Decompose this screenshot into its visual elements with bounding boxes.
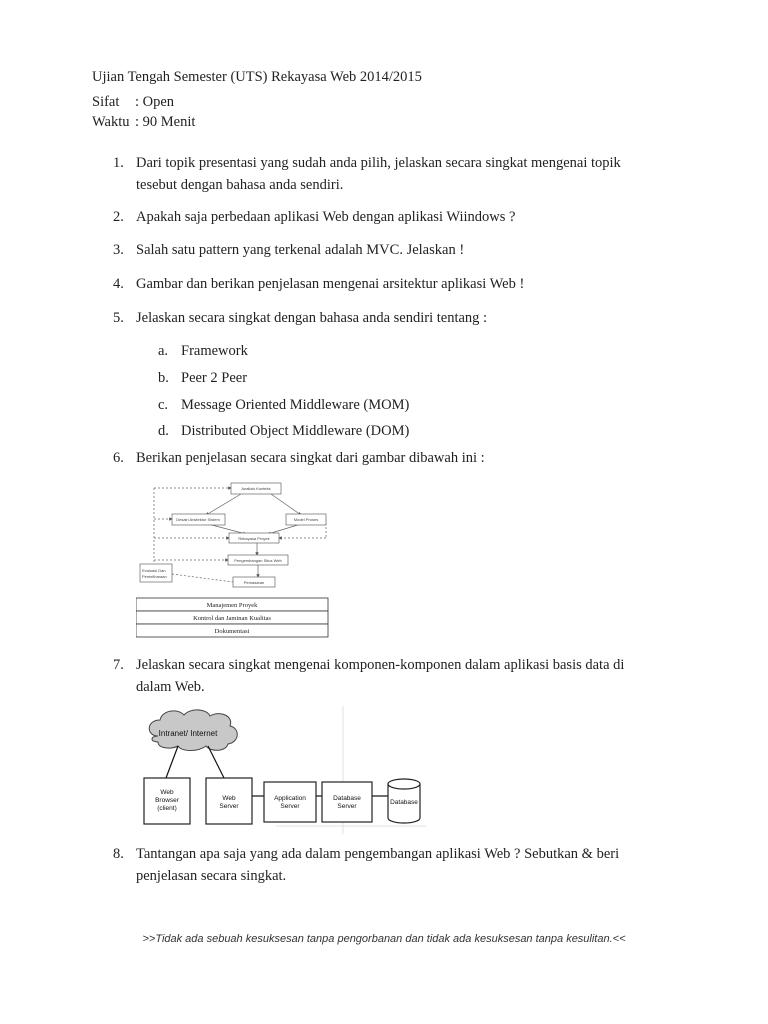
db-server-label: Server xyxy=(337,803,357,810)
question-number: 2. xyxy=(113,209,124,225)
document-title: Ujian Tengah Semester (UTS) Rekayasa Web 2014/2015 xyxy=(92,69,422,85)
node-desain-arsitektur: Desain Arsitektur Sistem xyxy=(176,517,220,522)
question-number: 8. xyxy=(113,846,124,862)
subitem-letter: d. xyxy=(158,423,169,439)
question-number: 1. xyxy=(113,155,124,171)
subitem-letter: b. xyxy=(158,370,169,386)
process-diagram xyxy=(136,478,332,640)
question-4-text: Gambar dan berikan penjelasan mengenai arsitektur aplikasi Web ! xyxy=(136,276,525,292)
node-model-proses: Model Proses xyxy=(293,517,319,522)
web-server-label: Server xyxy=(219,803,239,810)
web-browser-label: Web xyxy=(160,789,174,796)
sifat-label: Sifat xyxy=(92,94,120,110)
question-8-line-2: penjelasan secara singkat. xyxy=(136,868,287,884)
subitem-text: Framework xyxy=(181,343,248,359)
web-server-label: Web xyxy=(222,795,236,802)
db-server-label: Database xyxy=(333,795,361,802)
architecture-diagram xyxy=(136,706,436,836)
web-browser-label: Browser xyxy=(155,797,179,804)
subitem-text: Peer 2 Peer xyxy=(181,370,248,386)
app-server-label: Server xyxy=(280,803,300,810)
node-pemasaran: Pemasaran xyxy=(243,580,265,585)
question-3-text: Salah satu pattern yang terkenal adalah MVC. Jelaskan ! xyxy=(136,242,465,258)
question-7-line-1: Jelaskan secara singkat mengenai komponen-komponen dalam aplikasi basis data di xyxy=(136,657,625,673)
question-7-line-2: dalam Web. xyxy=(136,679,205,695)
waktu-value: : 90 Menit xyxy=(135,114,196,130)
waktu-label: Waktu xyxy=(92,114,130,130)
node-pengembangan-situs: Pengembangan Situs Web xyxy=(234,558,282,563)
node-pemeliharaan: Pemeliharaan xyxy=(142,574,167,579)
question-number: 5. xyxy=(113,310,124,326)
question-2-text: Apakah saja perbedaan aplikasi Web dengan aplikasi Wiindows ? xyxy=(136,209,516,225)
question-number: 3. xyxy=(113,242,124,258)
sifat-value: : Open xyxy=(135,94,175,110)
table-row-manajemen: Manajemen Proyek xyxy=(206,602,258,609)
node-rekayasa-proyek: Rekayasa Proyek xyxy=(238,536,270,541)
question-8-line-1: Tantangan apa saja yang ada dalam pengembangan aplikasi Web ? Sebutkan & beri xyxy=(136,846,620,862)
question-5-text: Jelaskan secara singkat dengan bahasa anda sendiri tentang : xyxy=(136,310,488,326)
question-1-line-2: tesebut dengan bahasa anda sendiri. xyxy=(136,177,344,193)
table-row-kontrol: Kontrol dan Jaminan Kualitas xyxy=(193,615,271,622)
app-server-label: Application xyxy=(274,795,306,802)
subitem-letter: c. xyxy=(158,397,169,413)
database-label: Database xyxy=(390,799,418,806)
cloud-label: Intranet/ Internet xyxy=(158,729,218,738)
question-number: 4. xyxy=(113,276,124,292)
web-browser-label: (client) xyxy=(157,805,177,812)
table-row-dokumentasi: Dokumentasi xyxy=(214,628,250,635)
question-number: 7. xyxy=(113,657,124,673)
node-analisis-konteks: Analisis Konteks xyxy=(241,486,271,491)
node-evaluasi: Evaluasi Dan xyxy=(142,568,166,573)
subitem-letter: a. xyxy=(158,343,169,359)
question-6-text: Berikan penjelasan secara singkat dari gambar dibawah ini : xyxy=(136,450,485,466)
question-1-line-1: Dari topik presentasi yang sudah anda pilih, jelaskan secara singkat mengenai topik xyxy=(136,155,621,171)
subitem-text: Distributed Object Middleware (DOM) xyxy=(181,423,410,439)
question-number: 6. xyxy=(113,450,124,466)
subitem-text: Message Oriented Middleware (MOM) xyxy=(181,397,410,413)
footer-quote: >>Tidak ada sebuah kesuksesan tanpa pengorbanan dan tidak ada kesuksesan tanpa kesulitan.<< xyxy=(142,933,626,945)
